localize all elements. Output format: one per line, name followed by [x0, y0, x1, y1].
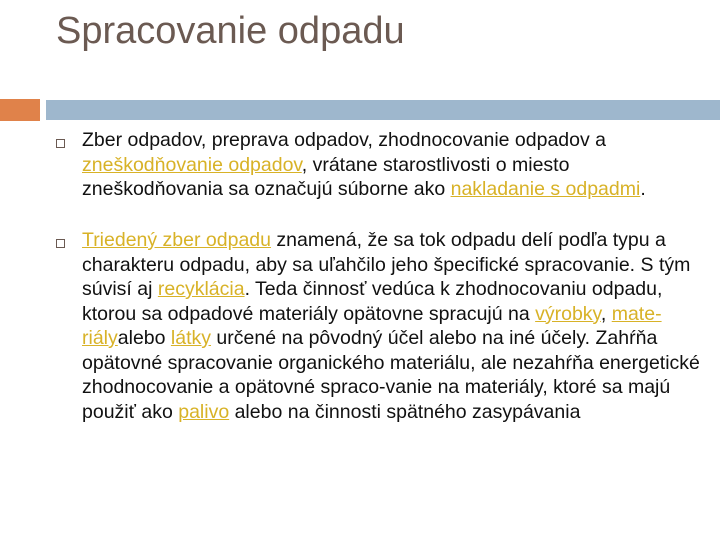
page-title: Spracovanie odpadu — [56, 10, 405, 52]
link-palivo[interactable]: palivo — [178, 400, 230, 423]
link-zneskodnovanie-odpadov[interactable]: zneškodňovanie odpadov — [82, 153, 302, 176]
text-span: , vrátane starostlivosti o miesto zneškodňovania sa označujú súborne ako — [82, 153, 570, 200]
link-vyrobky[interactable]: výrobky — [535, 302, 601, 325]
bullet-paragraph-2 — [82, 228, 702, 424]
link-nakladanie-s-odpadmi[interactable]: nakladanie s odpadmi — [450, 178, 641, 200]
link-triedeny-zber-odpadu[interactable]: Triedený zber odpadu — [82, 229, 271, 251]
text-span: alebo — [117, 327, 171, 349]
text-span: . Teda činnosť vedúca k zhodnocovaniu odpadu, ktorou sa odpadové materiály opätovne spracujú na — [82, 278, 663, 325]
accent-bar-blue — [46, 100, 720, 120]
link-materialy[interactable]: mate-riály — [82, 302, 662, 349]
square-bullet-icon — [56, 139, 65, 148]
link-latky[interactable]: látky — [170, 327, 212, 349]
accent-bar-orange — [0, 99, 40, 121]
text-span: znamená, že sa tok odpadu delí podľa typu a charakteru odpadu, aby sa uľahčilo jeho špecifické spracovanie. S tým súvisí aj — [82, 229, 691, 300]
text-span: alebo na činnosti spätného zasypávania — [229, 400, 581, 423]
text-span: Zber odpadov, preprava odpadov, zhodnocovanie odpadov a — [82, 129, 606, 151]
square-bullet-icon — [56, 239, 65, 248]
bullet-paragraph-1 — [82, 128, 702, 202]
text-span: . — [640, 178, 646, 200]
link-recyklacia[interactable]: recyklácia — [157, 278, 245, 300]
text-span: určené na pôvodný účel alebo na iné účely. Zahŕňa opätovné spracovanie organického materiálu, ale nezahŕňa energetické zhodnocovanie a opätovné spraco-vanie na materiály, ktoré sa majú použiť ako — [82, 327, 700, 423]
text-span: , — [600, 302, 612, 325]
